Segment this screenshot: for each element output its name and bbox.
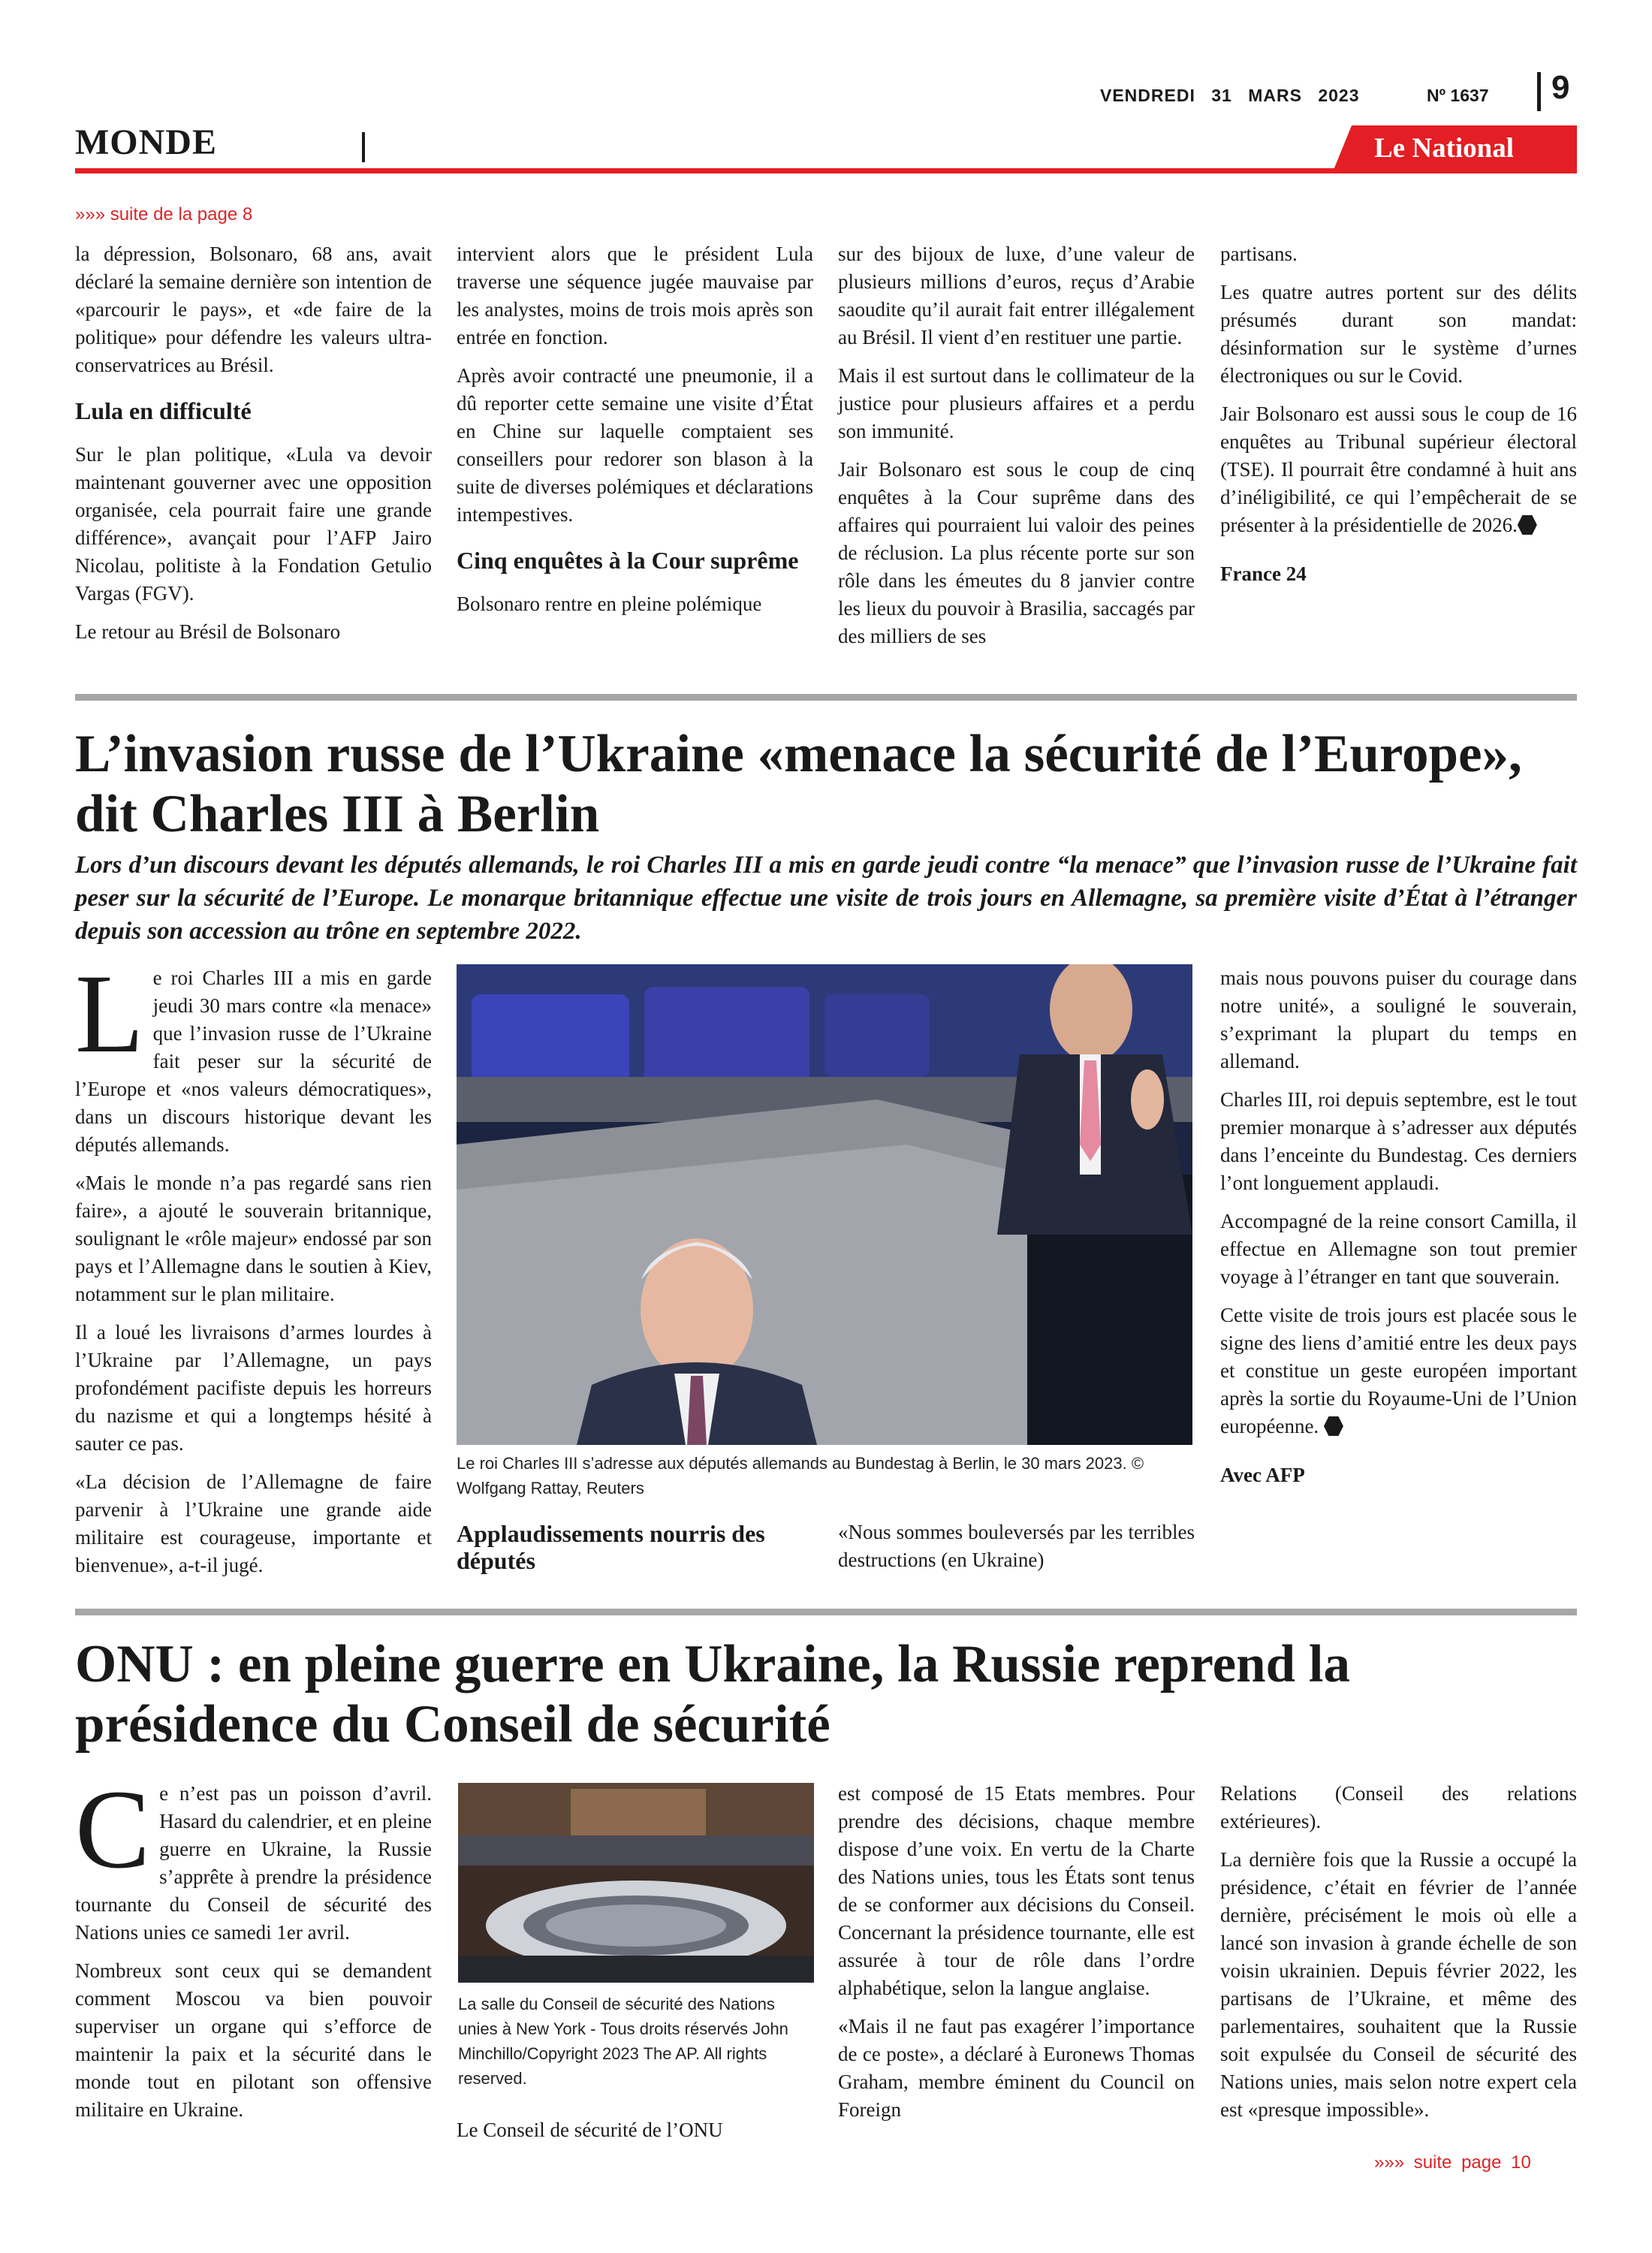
paragraph — [75, 952, 432, 1159]
paragraph: La dernière fois que la Russie a occupé la présidence, c’était en février de l’année dernière, précisément le mois où elle a lancé son invasion à grande échelle de son voisin ukrainien. Depuis février 2022, les partisans de l’Ukraine, et même des parlementaires, souhaitent que la Russie soit expulsée du Conseil de sécurité des Nations unies, mais selon notre expert cela est «presque impossible». — [1220, 1848, 1577, 2121]
article3-column-3 — [838, 1780, 1195, 2134]
paragraph: partisans. — [1220, 243, 1298, 265]
article3-column-4 — [1220, 1780, 1577, 2134]
page-number: 9 — [1551, 69, 1570, 106]
paragraph-text: Cette visite de trois jours est placée sous le signe des liens d’amitié entre les deux pays et constitue un geste européen important après la sortie du Royaume-Uni de l’Union européenne. — [1220, 1304, 1577, 1437]
article2-column-2 — [457, 1516, 813, 1591]
paragraph: Les quatre autres portent sur des délits présumés durant son mandat: désinformation sur le système d’urnes électroniques ou sur le Covid. — [1220, 281, 1577, 387]
paragraph-text: e n’est pas un poisson d’avril. Hasard du calendrier, et en pleine guerre en Ukraine, la Russie s’apprête à prendre la présidence tournante du Conseil de sécurité des Nations unies ce samedi 1er avril. — [75, 1782, 432, 1944]
photo-illustration — [458, 1783, 814, 1983]
section-title: MONDE — [75, 122, 217, 162]
paragraph: «Mais le monde n’a pas regardé sans rien faire», a ajouté le souverain britannique, soulignant le «rôle majeur» endossé par son pays et l’Allemagne dans le soutien à Kiev, notamment sur le plan militaire. — [75, 1172, 432, 1305]
subheading: Lula en difficulté — [75, 397, 252, 424]
paragraph: «Mais il ne faut pas exagérer l’importance de ce poste», a déclaré à Euronews Thomas Graham, membre éminent du Council on Foreign — [838, 2015, 1195, 2121]
paragraph: «La décision de l’Allemagne de faire parvenir à l’Ukraine une grande aide militaire est courageuse, importante et bienvenue», a-t-il jugé. — [75, 1470, 432, 1576]
photo-charles-bundestag — [457, 964, 1192, 1445]
issue-number: Nº 1637 — [1427, 86, 1489, 105]
paragraph: intervient alors que le président Lula traverse une séquence jugée mauvaise par les analystes, moins de trois mois après son entrée en fonction. — [457, 243, 813, 348]
article2-column-3 — [838, 1519, 1195, 1585]
photo-illustration — [457, 964, 1192, 1445]
issue-date: VENDREDI 31 MARS 2023 — [1100, 86, 1360, 105]
article3-column-1 — [75, 1767, 432, 2134]
end-of-article-icon — [1518, 515, 1537, 535]
section-divider — [362, 132, 365, 162]
article1-column-3 — [838, 240, 1195, 661]
paragraph: Après avoir contracté une pneumonie, il a dû reporter cette semaine une visite d’État en Chine sur laquelle comptaient ses conseillers pour redorer son blason à la suite de diverses polémiques et déclarations intempestives. — [457, 364, 813, 526]
subheading: Applaudissements nourris des députés — [457, 1520, 765, 1574]
article1-column-2 — [457, 240, 813, 629]
paragraph: Sur le plan politique, «Lula va devoir maintenant gouverner avec une opposition organisée, cela pourrait faire une grande différence», avançait pour l’AFP Jairo Nicolau, politiste à la Fondation Getulio Vargas (FGV). — [75, 443, 432, 605]
paragraph: Bolsonaro rentre en pleine polémique — [457, 593, 762, 615]
paragraph: Mais il est surtout dans le collimateur de la justice pour plusieurs affaires et a perdu son immunité. — [838, 364, 1195, 442]
article2-standfirst: Lors d’un discours devant les députés allemands, le roi Charles III a mis en garde jeudi contre “la menace” que l’invasion russe de l’Ukraine fait peser sur la sécurité de l’Europe. Le monarque britannique effectue une visite de trois jours en Allemagne, sa première visite d’État à l’étranger depuis son accession au trône en septembre 2022. — [75, 852, 1577, 945]
paragraph: Il a loué les livraisons d’armes lourdes à l’Ukraine par l’Allemagne, un pays profondément pacifiste depuis les horreurs du nazisme et qui a longtemps hésité à sauter ce pas. — [75, 1321, 432, 1455]
photo-un-security-council — [458, 1783, 814, 1983]
drop-cap: C — [75, 1767, 151, 1892]
article-divider — [75, 1609, 1577, 1615]
paragraph — [75, 1767, 432, 1947]
paragraph: Charles III, roi depuis septembre, est le tout premier monarque à s’adresser aux députés dans l’enceinte du Bundestag. Ces derniers l’ont longuement applaudi. — [1220, 1088, 1577, 1194]
subheading: Cinq enquêtes à la Cour suprême — [457, 547, 799, 574]
article1-column-1 — [75, 240, 432, 656]
paragraph: Nombreux sont ceux qui se demandent comment Moscou va bien pouvoir superviser un organe qui s’efforce de maintenir la paix et la sécurité dans le monde tout en pilotant son offensive militaire en Ukraine. — [75, 1959, 432, 2121]
paragraph-text: e roi Charles III a mis en garde jeudi 30 mars contre «la menace» que l’invasion russe de l’Ukraine fait peser sur la sécurité de l’Europe et «nos valeurs démocratiques», dans un discours historique devant les députés allemands. — [75, 967, 432, 1156]
photo-caption: La salle du Conseil de sécurité des Nations unies à New York - Tous droits réservés John Minchillo/Copyright 2023 The AP. All rights reserved. — [458, 1995, 788, 2088]
end-of-article-icon — [1324, 1416, 1343, 1436]
drop-cap: L — [75, 952, 144, 1076]
paragraph-text: Jair Bolsonaro est aussi sous le coup de 16 enquêtes au Tribunal supérieur électoral (TSE). Il pourrait être condamné à huit ans d’inéligibilité, ce qui l’empêcherait de se présenter à la présidentielle de 2026. — [1220, 403, 1577, 536]
article-source: France 24 — [1220, 562, 1307, 585]
paragraph — [1220, 1301, 1577, 1440]
page-number-divider — [1537, 72, 1541, 111]
article3-headline: ONU : en pleine guerre en Ukraine, la Russie reprend la présidence du Conseil de sécurité — [75, 1635, 1351, 1754]
paragraph: Jair Bolsonaro est sous le coup de cinq enquêtes à la Cour suprême dans des affaires qui pourraient lui valoir des peines de réclusion. La plus récente porte sur son rôle dans les émeutes du 8 janvier contre les lieux du pouvoir à Brasilia, saccagés par des milliers de ses — [838, 458, 1195, 647]
paragraph: «Nous sommes bouleversés par les terribles destructions (en Ukraine) — [838, 1521, 1195, 1571]
paragraph: est composé de 15 Etats membres. Pour prendre des décisions, chaque membre dispose d’une voix. En vertu de la Charte des Nations unies, tous les États sont tenus de se conformer aux décisions du Conseil. Concernant la présidence tournante, elle est assurée à tour de rôle dans l’ordre alphabétique, selon la langue anglaise. — [838, 1782, 1195, 1999]
article2-headline: L’invasion russe de l’Ukraine «menace la sécurité de l’Europe», dit Charles III à Berlin — [75, 725, 1522, 843]
continued-to-link[interactable]: »»» suite page 10 — [1374, 2152, 1531, 2173]
paragraph: Le Conseil de sécurité de l’ONU — [457, 2119, 723, 2141]
article-source: Avec AFP — [1220, 1464, 1305, 1486]
article-divider — [75, 694, 1577, 701]
article1-column-4 — [1220, 240, 1577, 599]
paragraph: Le retour au Brésil de Bolsonaro — [75, 620, 341, 643]
article2-column-4 — [1220, 964, 1577, 1500]
paragraph: Relations (Conseil des relations extérieures). — [1220, 1782, 1577, 1832]
article3-column-2 — [457, 2116, 813, 2155]
newspaper-brand: Le National — [1374, 133, 1515, 164]
paragraph: Accompagné de la reine consort Camilla, il effectue en Allemagne son tout premier voyage à l’étranger en tant que souverain. — [1220, 1210, 1577, 1288]
paragraph — [1220, 400, 1577, 539]
paragraph: mais nous pouvons puiser du courage dans notre unité», a souligné le souverain, s’exprimant la plupart du temps en allemand. — [1220, 967, 1577, 1072]
photo-caption: Le roi Charles III s’adresse aux députés allemands au Bundestag à Berlin, le 30 mars 2023. © Wolfgang Rattay, Reuters — [457, 1454, 1144, 1497]
continued-from-link[interactable]: »»» suite de la page 8 — [75, 204, 253, 225]
paragraph: sur des bijoux de luxe, d’une valeur de plusieurs millions d’euros, reçus d’Arabie saoudite qu’il aurait fait entrer illégalement au Brésil. Il vient d’en restituer une partie. — [838, 243, 1195, 348]
article2-column-1 — [75, 952, 432, 1590]
paragraph: la dépression, Bolsonaro, 68 ans, avait déclaré la semaine dernière son intention de «parcourir le pays», et «de faire de la politique» pour défendre les valeurs ultra-conservatrices au Brésil. — [75, 243, 432, 376]
